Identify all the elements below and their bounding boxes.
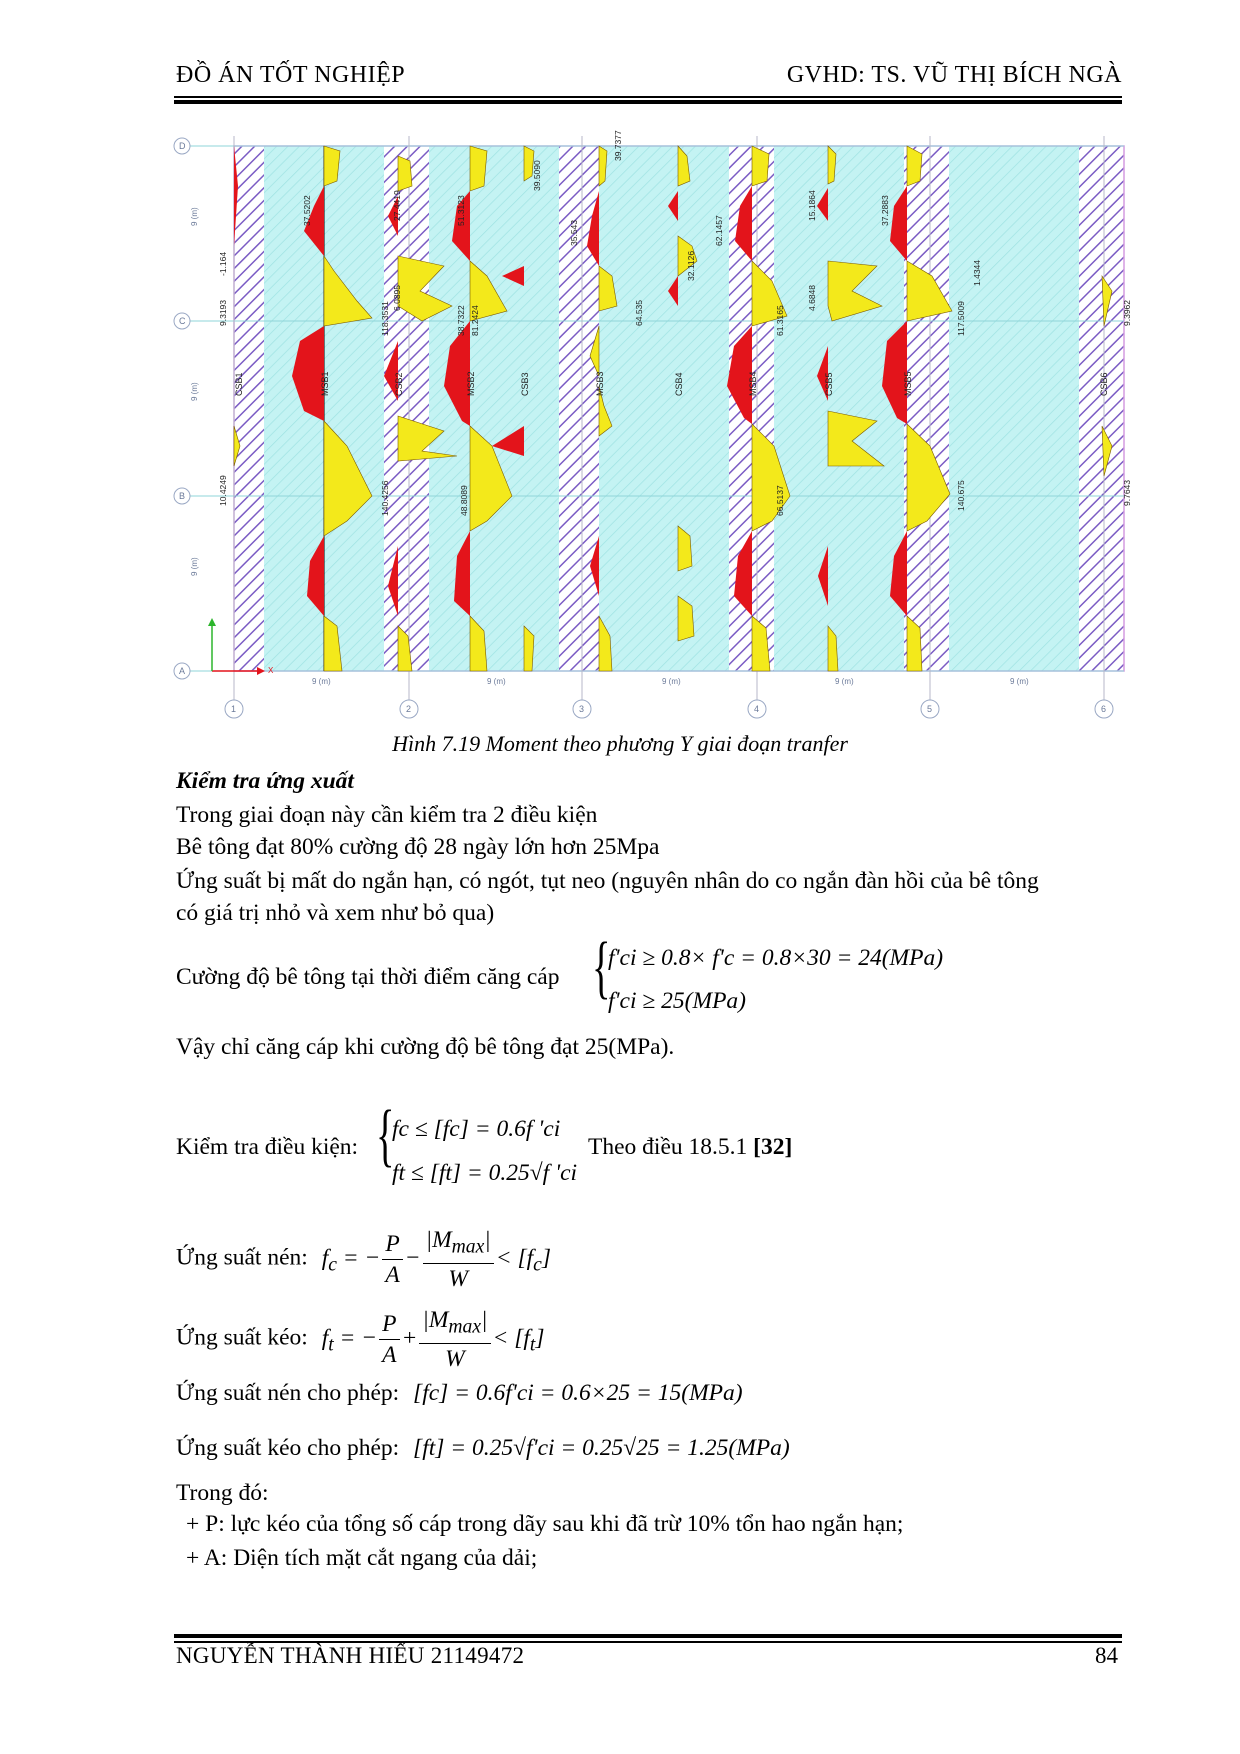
col-axis-6: 6 bbox=[1101, 704, 1107, 714]
moment-value: 37.5202 bbox=[302, 195, 312, 226]
strip-label: CSB2 bbox=[394, 372, 404, 396]
paragraph: Trong đó: bbox=[176, 1480, 269, 1506]
tensile-stress-row bbox=[176, 1305, 545, 1374]
moment-value: 38.7322 bbox=[456, 305, 466, 336]
span-label: 9 (m) bbox=[662, 677, 681, 686]
row-span-label: 9 (m) bbox=[190, 382, 199, 401]
header-rule-thick bbox=[174, 100, 1122, 104]
bullet-item: + P: lực kéo của tổng số cáp trong dãy sau khi đã trừ 10% tổn hao ngắn hạn; bbox=[186, 1511, 904, 1537]
figure-caption: Hình 7.19 Moment theo phương Y giai đoạn tranfer bbox=[392, 731, 848, 756]
strip-label: CSB3 bbox=[520, 372, 530, 396]
moment-value: 10.4249 bbox=[218, 475, 228, 506]
header-right-advisor: GVHD: TS. VŨ THỊ BÍCH NGÀ bbox=[786, 62, 1122, 88]
moment-value: 9.7643 bbox=[1122, 480, 1132, 506]
axis-x-label: X bbox=[268, 666, 274, 675]
moment-value: 81.2424 bbox=[470, 305, 480, 336]
row-axis-c: C bbox=[179, 316, 186, 326]
brace: { bbox=[592, 929, 611, 1006]
moment-value: 117.5009 bbox=[956, 301, 966, 336]
col-axis-4: 4 bbox=[754, 704, 760, 714]
equation: ft ≤ [ft] = 0.25√f 'ci bbox=[392, 1160, 578, 1186]
moment-value: 9.3193 bbox=[218, 300, 228, 326]
column-axis-bubbles bbox=[225, 700, 1113, 718]
moment-value: 64.535 bbox=[634, 300, 644, 326]
moment-value: 118.3531 bbox=[380, 301, 390, 336]
strip-label: MSB3 bbox=[595, 371, 605, 396]
row-span-label: 9 (m) bbox=[190, 557, 199, 576]
row-axis-a: A bbox=[179, 666, 186, 676]
paragraph: Cường độ bê tông tại thời điểm căng cáp bbox=[176, 964, 560, 990]
row-axis-b: B bbox=[179, 491, 186, 501]
allowable-compressive-row bbox=[176, 1377, 743, 1409]
paragraph: Bê tông đạt 80% cường độ 28 ngày lớn hơn 25Mpa bbox=[176, 834, 660, 860]
strip-label: CSB4 bbox=[674, 372, 684, 396]
reference-text: Theo điều 18.5.1 bbox=[588, 1134, 748, 1160]
equation: [ft] = 0.25√f'ci = 0.25√25 = 1.25(MPa) bbox=[413, 1435, 790, 1461]
moment-value: -1.164 bbox=[218, 251, 228, 276]
moment-value: 61.3165 bbox=[775, 305, 785, 336]
moment-value: 48.8089 bbox=[459, 485, 469, 516]
strip-bands bbox=[234, 146, 1124, 671]
moment-value: 140.675 bbox=[956, 480, 966, 511]
section-title: Kiểm tra ứng xuất bbox=[176, 768, 354, 794]
compressive-stress-label: Ứng suất nén: bbox=[176, 1244, 308, 1271]
row-axis-d: D bbox=[179, 141, 186, 151]
allowable-tensile-row bbox=[176, 1432, 790, 1464]
moment-value: 6.0895 bbox=[392, 285, 402, 311]
col-axis-2: 2 bbox=[406, 704, 412, 714]
footer-author: NGUYỄN THÀNH HIẾU 21149472 bbox=[176, 1643, 525, 1668]
span-label: 9 (m) bbox=[1010, 677, 1029, 686]
page-number: 84 bbox=[1095, 1643, 1118, 1668]
moment-value: 37.2883 bbox=[880, 195, 890, 226]
moment-value: 15.1864 bbox=[807, 190, 817, 221]
strip-label: MSB1 bbox=[320, 371, 330, 396]
compressive-stress-row bbox=[176, 1225, 551, 1294]
equation: f'ci ≥ 0.8× f'c = 0.8×30 = 24(MPa) bbox=[608, 945, 944, 971]
equation: [fc] = 0.6f'ci = 0.6×25 = 15(MPa) bbox=[413, 1380, 743, 1406]
bullet-item: + A: Diện tích mặt cắt ngang của dải; bbox=[186, 1545, 538, 1571]
paragraph: Trong giai đoạn này cần kiểm tra 2 điều kiện bbox=[176, 802, 598, 828]
strip-label: CSB5 bbox=[824, 372, 834, 396]
reference-number: [32] bbox=[753, 1134, 793, 1160]
equation: fc ≤ [fc] = 0.6f 'ci bbox=[392, 1116, 561, 1142]
strip-label: CSB6 bbox=[1099, 372, 1109, 396]
row-axis-bubbles bbox=[174, 138, 190, 679]
paragraph: Kiểm tra điều kiện: bbox=[176, 1134, 359, 1160]
col-axis-1: 1 bbox=[231, 704, 237, 714]
moment-value: 51.3123 bbox=[456, 195, 466, 226]
moment-value: 140.4256 bbox=[380, 480, 390, 516]
strip-label: CSB1 bbox=[234, 372, 244, 396]
moment-value: 66.5137 bbox=[775, 485, 785, 516]
header-rule bbox=[174, 96, 1122, 98]
reference bbox=[588, 1131, 792, 1163]
moment-value: 4.6848 bbox=[807, 285, 817, 311]
moment-value: 32.1126 bbox=[686, 250, 696, 281]
equation: $f_t$ = − $\frac{P}{A}$ + $\frac{|M_{max}|}{W}$ < $[f_t]$ bbox=[321, 1307, 545, 1372]
footer-rule-thick bbox=[174, 1634, 1122, 1638]
col-axis-3: 3 bbox=[579, 704, 585, 714]
allowable-tensile-label: Ứng suất kéo cho phép: bbox=[176, 1435, 400, 1461]
equation: $f_c$ = − $\frac{P}{A}$ − $\frac{|M_{max}|}{W}$ < $[f_c]$ bbox=[321, 1227, 552, 1292]
moment-value: 9.3962 bbox=[1122, 300, 1132, 326]
moment-value: 1.4344 bbox=[972, 260, 982, 286]
tensile-stress-label: Ứng suất kéo: bbox=[176, 1324, 308, 1351]
header-left-title: ĐỒ ÁN TỐT NGHIỆP bbox=[176, 62, 406, 88]
moment-diagram-figure bbox=[172, 126, 1132, 726]
span-label: 9 (m) bbox=[487, 677, 506, 686]
span-label: 9 (m) bbox=[835, 677, 854, 686]
paragraph: có giá trị nhỏ và xem như bỏ qua) bbox=[176, 900, 495, 926]
strip-label: MSB2 bbox=[466, 371, 476, 396]
paragraph: Ứng suất bị mất do ngắn hạn, có ngót, tụt neo (nguyên nhân do co ngắn đàn hồi của bê tông bbox=[176, 868, 1039, 894]
equation: f'ci ≥ 25(MPa) bbox=[608, 988, 746, 1014]
paragraph: Vậy chỉ căng cáp khi cường độ bê tông đạt 25(MPa). bbox=[176, 1034, 675, 1060]
moment-value: 39.7377 bbox=[613, 130, 623, 161]
moment-value: 62.1457 bbox=[714, 215, 724, 246]
strip-label: MSB5 bbox=[903, 371, 913, 396]
moment-value: 39.5090 bbox=[532, 160, 542, 191]
moment-value: 27.4419 bbox=[392, 190, 402, 221]
strip-label: MSB4 bbox=[748, 371, 758, 396]
allowable-compressive-label: Ứng suất nén cho phép: bbox=[176, 1380, 400, 1406]
col-axis-5: 5 bbox=[927, 704, 933, 714]
brace: { bbox=[376, 1097, 395, 1174]
row-span-label: 9 (m) bbox=[190, 207, 199, 226]
span-label: 9 (m) bbox=[312, 677, 331, 686]
moment-value: 35.543 bbox=[569, 220, 579, 246]
